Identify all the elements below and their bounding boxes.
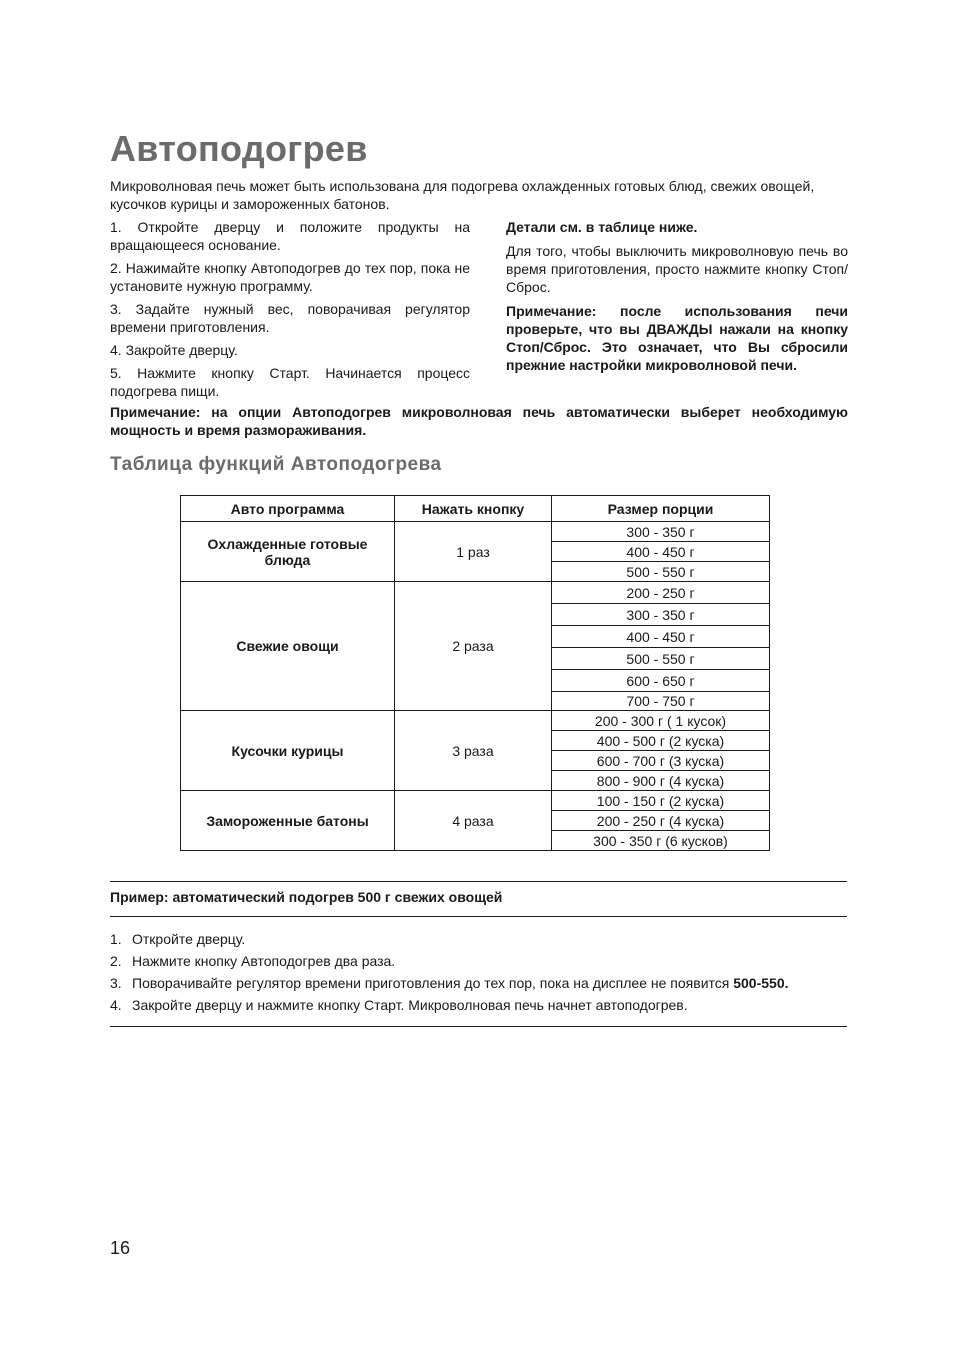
step-text — [132, 974, 789, 996]
press-cell: 4 раза — [395, 791, 552, 851]
size-cell: 500 - 550 г — [552, 648, 770, 670]
step-number: 1. — [110, 931, 122, 947]
stop-instruction: Для того, чтобы выключить микроволновую печь во время приготовления, просто нажмите кнопку Стоп/Сброс. — [506, 243, 848, 295]
instruction-step: 1. Откройте дверцу и положите продукты на вращающееся основание. — [110, 219, 470, 253]
press-cell: 1 раз — [395, 522, 552, 582]
size-cell: 400 - 500 г (2 куска) — [552, 731, 770, 751]
table-row — [181, 791, 770, 811]
example-steps — [110, 930, 847, 1018]
size-cell: 700 - 750 г — [552, 692, 770, 711]
size-cell: 500 - 550 г — [552, 562, 770, 582]
table-row — [181, 582, 770, 604]
divider — [110, 916, 847, 917]
page-number: 16 — [110, 1238, 131, 1258]
size-cell: 400 - 450 г — [552, 626, 770, 648]
step-text: Закройте дверцу и нажмите кнопку Старт. Микроволновая печь начнет автоподогрев. — [132, 997, 688, 1013]
divider — [110, 881, 847, 882]
size-cell: 200 - 250 г (4 куска) — [552, 811, 770, 831]
step-text: Нажмите кнопку Автоподогрев два раза. — [132, 953, 396, 969]
instruction-step: 3. Задайте нужный вес, поворачивая регулятор времени приготовления. — [110, 301, 470, 335]
instruction-step: 5. Нажмите кнопку Старт. Начинается процесс подогрева пищи. — [110, 365, 470, 399]
size-cell: 400 - 450 г — [552, 542, 770, 562]
press-cell: 2 раза — [395, 582, 552, 711]
details-reference: Детали см. в таблице ниже. — [506, 219, 698, 235]
step-number: 2. — [110, 953, 122, 969]
side-notes — [506, 218, 848, 380]
program-cell: Свежие овощи — [181, 582, 395, 711]
step-number: 4. — [110, 997, 122, 1013]
size-cell: 300 - 350 г — [552, 522, 770, 542]
divider — [110, 1026, 847, 1027]
instruction-step: 2. Нажимайте кнопку Автоподогрев до тех пор, пока не установите нужную программу. — [110, 260, 470, 294]
function-table — [180, 495, 770, 851]
reset-note: Примечание: после использования печи проверьте, что вы ДВАЖДЫ нажали на кнопку Стоп/Сброс. Это означает, что Вы сбросили прежние настройки микроволновой печи. — [506, 303, 848, 373]
table-header-row — [181, 496, 770, 522]
header-size: Размер порции — [552, 496, 770, 522]
size-cell: 600 - 650 г — [552, 670, 770, 692]
step-text-main: Поворачивайте регулятор времени приготовления до тех пор, пока на дисплее не появится — [132, 975, 734, 991]
example-title: Пример: автоматический подогрев 500 г свежих овощей — [110, 889, 503, 905]
size-cell: 300 - 350 г (6 кусков) — [552, 831, 770, 851]
intro-paragraph: Микроволновая печь может быть использована для подогрева охлажденных готовых блюд, свежих овощей, кусочков курицы и замороженных батонов. — [110, 178, 815, 212]
table-row — [181, 522, 770, 542]
size-cell: 300 - 350 г — [552, 604, 770, 626]
auto-note: Примечание: на опции Автоподогрев микроволновая печь автоматически выберет необходимую мощность и время размораживания. — [110, 404, 848, 438]
size-cell: 800 - 900 г (4 куска) — [552, 771, 770, 791]
size-cell: 200 - 250 г — [552, 582, 770, 604]
size-cell: 100 - 150 г (2 куска) — [552, 791, 770, 811]
header-press: Нажать кнопку — [395, 496, 552, 522]
instruction-steps — [110, 218, 470, 405]
example-step — [110, 996, 847, 1018]
size-cell: 200 - 300 г ( 1 кусок) — [552, 711, 770, 731]
example-step — [110, 952, 847, 974]
header-program: Авто программа — [181, 496, 395, 522]
example-step — [110, 974, 847, 996]
program-cell: Замороженные батоны — [181, 791, 395, 851]
instruction-step: 4. Закройте дверцу. — [110, 342, 238, 358]
example-step — [110, 930, 847, 952]
program-cell: Охлажденные готовые блюда — [181, 522, 395, 582]
step-text: Откройте дверцу. — [132, 931, 246, 947]
page-title: Автоподогрев — [110, 128, 368, 169]
table-row — [181, 711, 770, 731]
size-cell: 600 - 700 г (3 куска) — [552, 751, 770, 771]
press-cell: 3 раза — [395, 711, 552, 791]
step-number: 3. — [110, 975, 122, 991]
display-value: 500-550. — [733, 975, 789, 991]
table-title: Таблица функций Автоподогрева — [110, 454, 442, 475]
program-cell: Кусочки курицы — [181, 711, 395, 791]
